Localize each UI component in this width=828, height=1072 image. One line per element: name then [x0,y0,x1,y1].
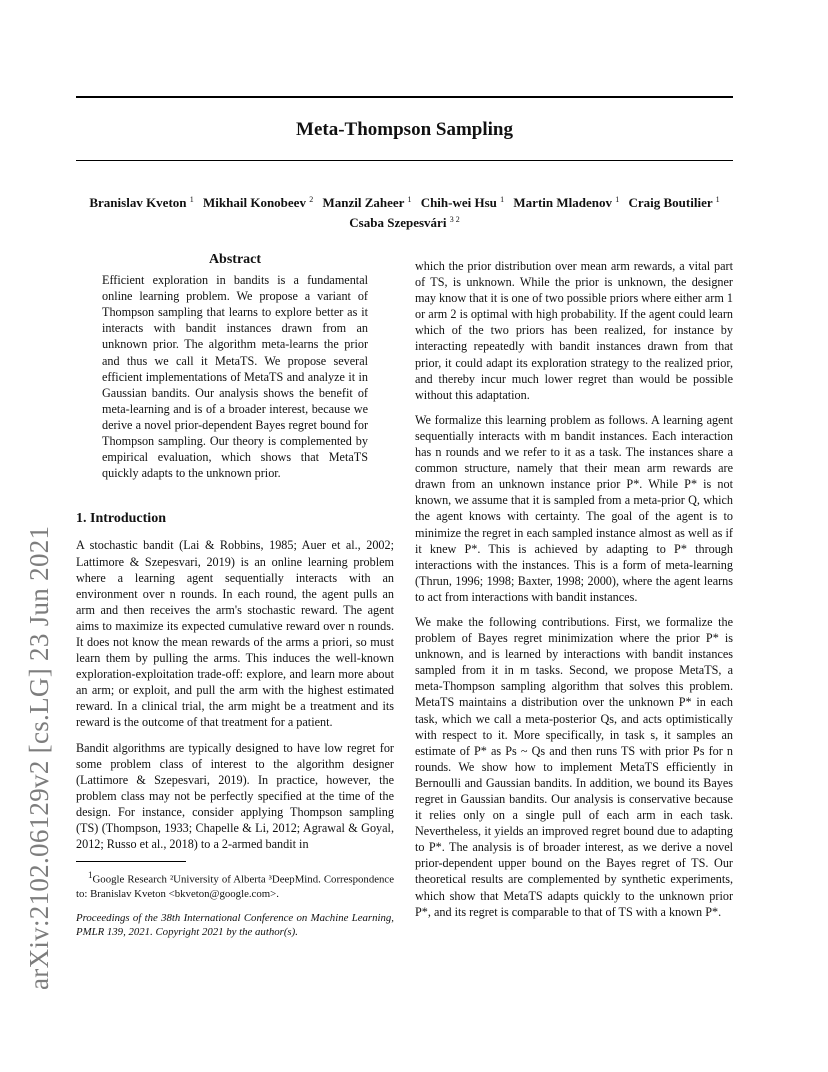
right-paragraph-2: We formalize this learning problem as follows. A learning agent sequentially interacts with m bandit instances. Each interaction has n rounds and we refer to it as a task. The instances share a common structure, namely that their mean arm rewards are drawn from an unknown instance prior P*. While P* is not known, we assume that it is sampled from a meta-prior Q, which the agent knows with certainty. The goal of the agent is to minimize the regret in each sampled instance almost as well as if it knew P*. This is achieved by adapting to P* through interactions with the instances. This is a form of meta-learning (Thrun, 1996; 1998; Baxter, 1998; 2000), where the agent learns to act from interactions with bandit instances. [415,412,733,604]
section-heading-introduction: 1. Introduction [76,511,166,527]
author: Branislav Kveton $^1$ [89,195,194,210]
abstract-heading: Abstract [208,252,262,267]
author: Mikhail Konobeev $^2$ [203,195,314,210]
title-rule-bottom [76,160,733,161]
abstract-text: Efficient exploration in bandits is a fundamental online learning problem. We propose a variant of Thompson sampling that learns to explore better as it interacts with bandit instances drawn from an unknown prior. The algorithm meta-learns the prior and thus we call it MetaTS. We propose several efficient implementations of MetaTS and analyze it in Gaussian bandits. Our analysis shows the benefit of meta-learning and is of a broader interest, because we derive a novel prior-dependent Bayes regret bound for Thompson sampling. Our theory is complemented by empirical evaluation, which shows that MetaTS quickly adapts to the unknown prior. [102,273,368,481]
right-column [415,258,733,929]
proceedings-note: Proceedings of the 38th International Conference on Machine Learning, PMLR 139, 2021. Copyright 2021 by the author(s). [76,911,394,938]
author: Martin Mladenov $^1$ [513,195,620,210]
author: Manzil Zaheer $^1$ [322,195,412,210]
author-list [76,191,733,231]
affiliation-footnote: $^1$Google Research ²University of Alberta ³DeepMind. Correspondence to: Branislav Kveton <bkveton@google.com>. [76,870,394,900]
title-rule-top [76,96,733,98]
author: Craig Boutilier $^1$ [628,195,720,210]
author: Csaba Szepesvári $^{3 2}$ [349,215,460,230]
left-column [76,252,394,939]
right-paragraph-1: which the prior distribution over mean arm rewards, a vital part of TS, is unknown. While the prior is unknown, the designer may know that it is one of two possible priors where either arm 1 or arm 2 is optimal with high probability. If the agent could learn which of the two priors has been realized, for instance by interacting repeatedly with bandit instances drawn from that prior, it could adapt its exploration strategy to the realized prior, and thereby incur much lower regret than would be possible without this adaptation. [415,259,733,402]
author: Chih-wei Hsu $^1$ [420,195,505,210]
arxiv-identifier: arXiv:2102.06129v2 [cs.LG] 23 Jun 2021 [24,525,54,990]
intro-paragraph-2: Bandit algorithms are typically designed to have low regret for some problem class of interest to the algorithm designer (Lattimore & Szepesvari, 2019). In practice, however, the problem class may not be perfectly specified at the time of the design. For instance, consider applying Thompson sampling (TS) (Thompson, 1933; Chapelle & Li, 2012; Agrawal & Goyal, 2012; Russo et al., 2018) to a 2-armed bandit in [76,740,394,852]
footnote-rule [76,861,186,862]
intro-paragraph-1: A stochastic bandit (Lai & Robbins, 1985; Auer et al., 2002; Lattimore & Szepesvari, 2019) is an online learning problem where a learning agent sequentially interacts with an environment over n rounds. In each round, the agent pulls an arm and then receives the arm's stochastic reward. The agent aims to maximize its expected cumulative reward over n rounds. It does not know the mean rewards of the arms a priori, so must learn them by pulling the arms. This induces the well-known exploration-exploitation trade-off: explore, and learn more about an arm; or exploit, and pull the arm with the highest estimated reward. In a clinical trial, the arm might be a treatment and its reward is the outcome of that treatment for a patient. [76,538,394,730]
paper-title: Meta-Thompson Sampling [296,119,513,140]
right-paragraph-3: We make the following contributions. First, we formalize the problem of Bayes regret minimization where the prior P* is unknown, and is learned by interactions with bandit instances sampled from it in m tasks. Second, we propose MetaTS, a meta-Thompson sampling algorithm that solves this problem. MetaTS maintains a distribution over the unknown P* in each task, which we call a meta-posterior Qs, and acts optimistically with respect to it. More specifically, in task s, it samples an estimate of P* as Ps ~ Qs and then runs TS with prior Ps for n rounds. We show how to implement MetaTS efficiently in Bernoulli and Gaussian bandits. In addition, we bound its Bayes regret in Gaussian bandits. Our analysis is conservative because it relies only on a single pull of each arm in each task. Nevertheless, it yields an improved regret bound due to adapting to P*. The analysis is of broader interest, as we derive a novel prior-dependent upper bound on the Bayes regret of TS. Our theoretical results are complemented by synthetic experiments, which show that MetaTS adapts quickly to the unknown prior P*, and its regret is comparable to that of TS with a known P*. [415,614,733,919]
